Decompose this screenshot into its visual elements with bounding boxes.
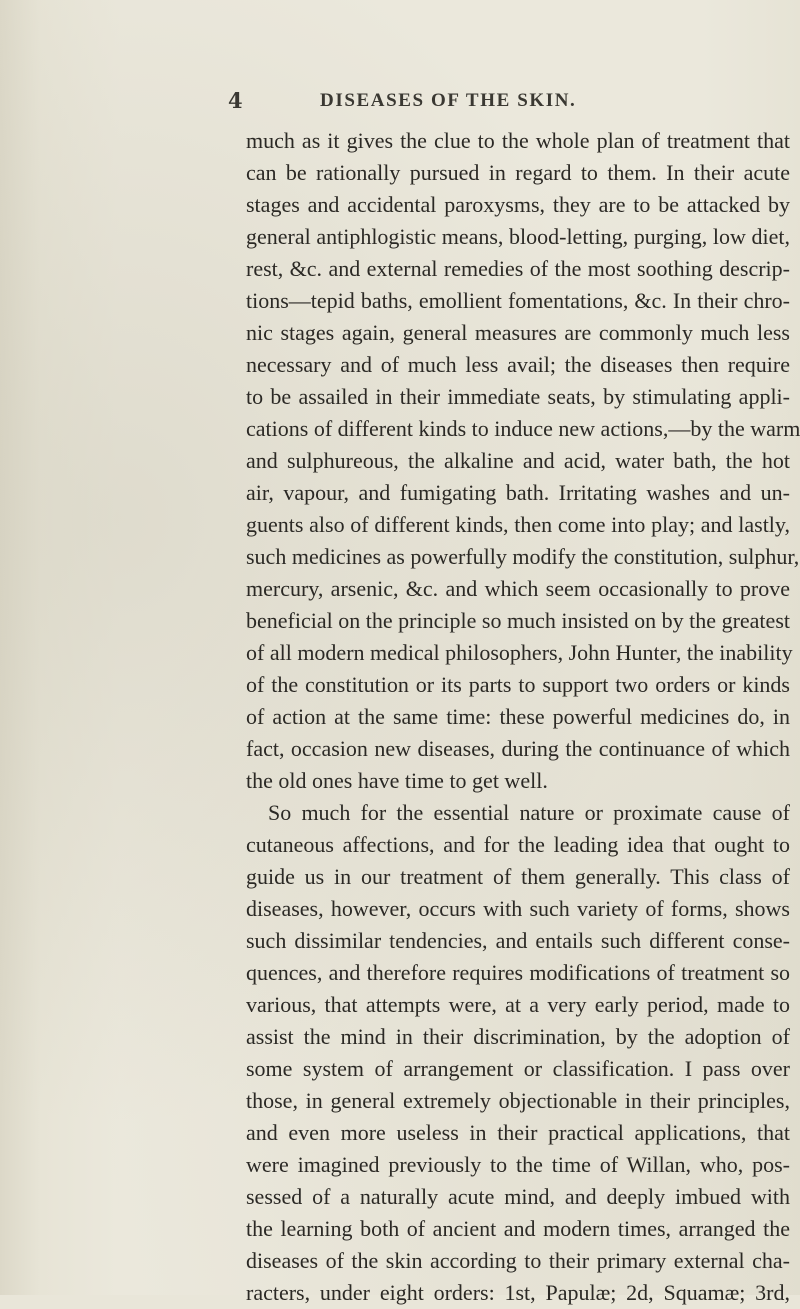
text-line: beneficial on the principle so much insisted on by the greatest xyxy=(246,608,790,633)
text-line: racters, under eight orders: 1st, Papulæ; 2d, Squamæ; 3rd, xyxy=(246,1280,790,1305)
body-text xyxy=(246,125,800,1309)
text-line: can be rationally pursued in regard to them. In their acute xyxy=(246,160,790,185)
text-line: stages and accidental paroxysms, they are to be attacked by xyxy=(246,192,790,217)
text-line: various, that attempts were, at a very early period, made to xyxy=(246,992,790,1017)
text-line: diseases, however, occurs with such variety of forms, shows xyxy=(246,896,790,921)
text-line: fact, occasion new diseases, during the continuance of which xyxy=(246,736,790,761)
text-line: of all modern medical philosophers, John Hunter, the inability xyxy=(246,640,793,665)
text-line: assist the mind in their discrimination, by the adoption of xyxy=(246,1024,790,1049)
text-line: quences, and therefore requires modifications of treatment so xyxy=(246,960,790,985)
paragraph-start-line: So much for the essential nature or proximate cause of xyxy=(268,800,790,825)
text-line: cations of different kinds to induce new actions,—by the warm xyxy=(246,416,800,441)
text-line: guents also of different kinds, then come into play; and lastly, xyxy=(246,512,790,537)
text-line: to be assailed in their immediate seats, by stimulating appli- xyxy=(246,384,790,409)
text-line: and even more useless in their practical applications, that xyxy=(246,1120,790,1145)
text-line: such dissimilar tendencies, and entails such different conse- xyxy=(246,928,790,953)
text-line: such medicines as powerfully modify the constitution, sulphur, xyxy=(246,544,800,569)
text-line: nic stages again, general measures are commonly much less xyxy=(246,320,790,345)
text-line: were imagined previously to the time of Willan, who, pos- xyxy=(246,1152,790,1177)
text-line: air, vapour, and fumigating bath. Irritating washes and un- xyxy=(246,480,790,505)
text-line: of action at the same time: these powerful medicines do, in xyxy=(246,704,790,729)
page-number: 4 xyxy=(228,88,243,113)
text-line: tions—tepid baths, emollient fomentations, &c. In their chro- xyxy=(246,288,790,313)
text-line: cutaneous affections, and for the leading idea that ought to xyxy=(246,832,790,857)
text-line: rest, &c. and external remedies of the most soothing descrip- xyxy=(246,256,790,281)
text-line: necessary and of much less avail; the diseases then require xyxy=(246,352,790,377)
text-line: sessed of a naturally acute mind, and deeply imbued with xyxy=(246,1184,790,1209)
running-title: DISEASES OF THE SKIN. xyxy=(320,90,577,111)
text-line: of the constitution or its parts to support two orders or kinds xyxy=(246,672,790,697)
text-line: diseases of the skin according to their primary external cha- xyxy=(246,1248,790,1273)
text-line: mercury, arsenic, &c. and which seem occasionally to prove xyxy=(246,576,790,601)
text-line: guide us in our treatment of them generally. This class of xyxy=(246,864,790,889)
text-line: the learning both of ancient and modern times, arranged the xyxy=(246,1216,790,1241)
text-line: and sulphureous, the alkaline and acid, water bath, the hot xyxy=(246,448,790,473)
text-line: those, in general extremely objectionable in their principles, xyxy=(246,1088,790,1113)
text-line: general antiphlogistic means, blood-letting, purging, low diet, xyxy=(246,224,790,249)
text-line: some system of arrangement or classification. I pass over xyxy=(246,1056,790,1081)
page-header xyxy=(228,88,788,112)
text-line: much as it gives the clue to the whole plan of treatment that xyxy=(246,128,790,153)
paragraph-end-line: the old ones have time to get well. xyxy=(246,768,548,793)
